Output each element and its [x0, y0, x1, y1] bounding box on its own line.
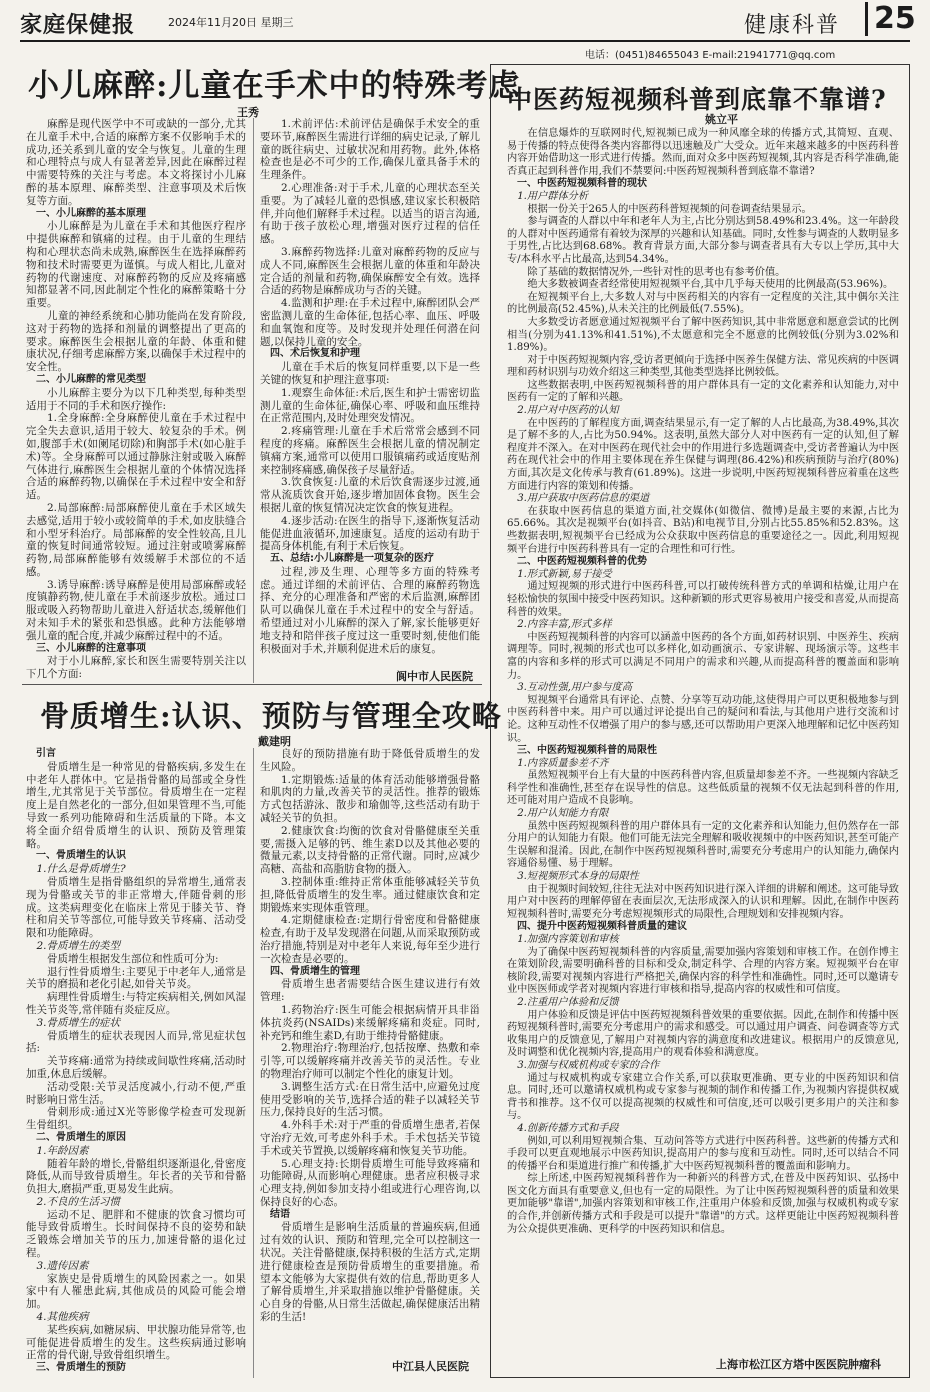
subheading: 3.遗传因素	[36, 1259, 89, 1272]
article-1-source: 阆中市人民医院	[396, 670, 473, 683]
paragraph: 小儿麻醉主要分为以下几种类型,每种类型适用于不同的手术和医疗操作:	[26, 386, 246, 412]
paragraph: 骨质增生是影响生活质量的普遍疾病,但通过有效的认识、预防和管理,完全可以控制这一状况。关注骨骼健康,保持积极的生活方式,定期进行健康检查是预防骨质增生的重要措施。希望本文能够为大家提供有效的信息,帮助更多人了解骨质增生,并采取措施以维护骨骼健康。关心自身的骨骼,从日常生活做起,确保健康活出精彩的生活!	[260, 1221, 480, 1324]
paragraph: 例如,可以利用短视频合集、互动问答等方式进行中医药科普。这些新的传播方式和手段可以更直观地展示中医药知识,提高用户的参与度和互动性。同时,还可以结合不同的传播平台和渠道进行推广和传播,扩大中医药短视频科普的覆盖面和影响力。	[507, 1135, 899, 1172]
paragraph: 除了基础的数据情况外,一些针对性的思考也有参考价值。	[527, 266, 786, 278]
section-heading: 四、骨质增生的管理	[270, 965, 360, 977]
paragraph: 3.麻醉药物选择:儿童对麻醉药物的反应与成人不同,麻醉医生会根据儿童的体重和年龄决定合适的剂量和药物,确保麻醉安全有效。选择合适的药物是麻醉成功与否的关键。	[260, 245, 480, 297]
masthead	[0, 0, 930, 44]
paragraph: 虽然短视频平台上有大量的中医药科普内容,但质量却参差不齐。一些视频内容缺乏科学性和准确性,甚至存在误导性的信息。这些低质量的视频不仅无法起到科普的作用,还可能对用户造成不良影响。	[507, 770, 899, 807]
subheading: 2.骨质增生的类型	[36, 939, 121, 952]
section-heading: 三、骨质增生的预防	[36, 1362, 126, 1374]
paragraph: 通过与权威机构或专家建立合作关系,可以获取更准确、更专业的中医药知识和信息。同时,还可以邀请权威机构或专家参与视频的制作和传播工作,为视频内容提供权威背书和推荐。这不仅可以提高视频的权威性和可信度,还可以吸引更多用户的关注和参与。	[507, 1072, 899, 1122]
subheading: 1.形式新颖,易于接受	[517, 568, 612, 580]
paragraph: 在中医药的了解程度方面,调查结果显示,有一定了解的人占比最高,为38.49%,其次是了解不多的人,占比为50.94%。这表明,虽然大部分人对中医药有一定的认知,但了解程度并不深入。在对中医药在现代社会中的作用进行多选题调查中,受访者普遍认为中医药在现代社会中的作用主要体现在养生保健与调理(86.42%)和疾病预防与治疗(80%)方面,其次是文化传承与教育(61.89%)。这进一步说明,中医药短视频科普应着重在这些方面进行内容的策划和传播。	[507, 417, 899, 492]
paragraph: 骨质增生是一种常见的骨骼疾病,多发生在中老年人群体中。它是指骨骼的局部或全身性增生,尤其常见于关节部位。骨质增生在一定程度上是自然老化的一部分,但如果管理不当,可能导致一系列功能障碍和生活质量的下降。本文将全面介绍骨质增生的认识、预防及管理策略。	[26, 760, 246, 850]
section-heading: 五、总结:小儿麻醉是一项复杂的医疗	[270, 553, 434, 565]
paragraph: 中医药短视频科普的内容可以涵盖中医药的各个方面,如药材识别、中医养生、疾病调理等。同时,视频的形式也可以多样化,如动画演示、专家讲解、现场演示等。这些丰富的内容和多样的形式可以满足不同用户的需求和兴趣,从而提高科普的覆盖面和影响力。	[507, 631, 899, 681]
paragraph: 良好的预防措施有助于降低骨质增生的发生风险。	[260, 748, 480, 773]
article-1-column-2	[260, 118, 480, 666]
article-2-column-2	[260, 748, 480, 1352]
paragraph: 骨质增生患者需要结合医生建议进行有效管理:	[260, 978, 480, 1004]
article-2-author: 戴建明	[258, 735, 291, 748]
subheading: 2.注重用户体验和反馈	[517, 996, 619, 1008]
paragraph: 对于小儿麻醉,家长和医生需要特别关注以下几个方面:	[26, 655, 246, 681]
paragraph: 麻醉是现代医学中不可或缺的一部分,尤其在儿童手术中,合适的麻醉方案不仅影响手术的成功,还关系到儿童的安全与恢复。儿童的生理和心理特点与成人有显著差异,因此在麻醉过程中需要特殊的关注与考虑。本文将探讨小儿麻醉的基本原理、麻醉类型、注意事项及术后恢复等方面。	[26, 118, 246, 207]
paragraph: 3.调整生活方式:在日常生活中,应避免过度使用受影响的关节,选择合适的鞋子以减轻关节压力,保持良好的生活习惯。	[260, 1080, 480, 1119]
paragraph: 大多数受访者愿意通过短视频平台了解中医药知识,其中非常愿意和愿意尝试的比例相当(分别为41.13%和41.51%),不太愿意和完全不愿意的比例较低(分别为3.02%和1.89%)。	[507, 316, 899, 354]
paragraph: 这些数据表明,中医药短视频科普的用户群体具有一定的文化素养和认知能力,对中医药有一定的了解和兴趣。	[507, 379, 899, 404]
paper-name: 家庭保健报	[20, 13, 136, 38]
subheading: 3.短视频形式本身的局限性	[517, 871, 639, 883]
article-1-column-1	[26, 118, 246, 681]
section-heading: 一、骨质增生的认识	[36, 850, 126, 862]
paragraph: 退行性骨质增生:主要见于中老年人,通常是关节的磨损和老化引起,如骨关节炎。	[26, 965, 246, 991]
paragraph: 综上所述,中医药短视频科普作为一种新兴的科普方式,在普及中医药知识、弘扬中医文化方面具有重要意义,但也有一定的局限性。为了让中医药短视频科普的质量和效果更加能够"靠谱",加强内容策划和审核工作,注重用户体验和反馈,加强与权威机构或专家的合作,并创新传播方式和手段是可以提升"靠谱"的方式。这样更能让中医药短视频科普为公众提供更准确、更科学的中医药知识和信息。	[507, 1173, 899, 1235]
article-2-title: 骨质增生:认识、预防与管理全攻略	[40, 699, 502, 733]
paragraph: 1.术前评估:术前评估是确保手术安全的重要环节,麻醉医生需进行详细的病史记录,了解儿童的既往病史、过敏状况和用药物。此外,体格检查也是必不可少的工作,确保儿童具备手术的生理条件。	[260, 118, 480, 182]
article-2-source: 中江县人民医院	[392, 1360, 469, 1373]
subheading: 3.互动性强,用户参与度高	[517, 682, 633, 694]
article-3-source: 上海市松江区方塔中医医院肿瘤科	[716, 1358, 881, 1371]
subheading: 1.什么是骨质增生?	[36, 863, 126, 876]
paragraph: 家族史是骨质增生的风险因素之一。如果家中有人罹患此病,其他成员的风险可能会增加。	[26, 1272, 246, 1311]
section-name: 健康科普	[744, 13, 841, 38]
subheading: 3.骨质增生的症状	[36, 1016, 121, 1029]
subheading: 4.创新传播方式和手段	[517, 1122, 619, 1134]
paragraph: 3.诱导麻醉:诱导麻醉是使用局部麻醉或轻度镇静药物,使儿童在手术前逐步放松。通过口服或吸入药物帮助儿童进入舒适状态,缓解他们对未知手术的紧张和恐惧感。此种方法能够增强儿童的配合度,并减少麻醉过程中的不适。	[26, 578, 246, 642]
paragraph: 小儿麻醉是为儿童在手术和其他医疗程序中提供麻醉和镇痛的过程。由于儿童的生理结构和心理状态尚未成熟,麻醉医生在选择麻醉药物和技术时需要更为谨慎。与成人相比,儿童对药物的代谢速度、对麻醉药物的反应及疼痛感知都显著不同,因此制定个性化的麻醉策略十分重要。	[26, 220, 246, 310]
section-heading: 二、小儿麻醉的常见类型	[36, 373, 146, 385]
article-3-author: 姚立平	[705, 113, 738, 126]
column-divider	[253, 748, 254, 1378]
issue-date: 2024年11月20日 星期三	[168, 16, 294, 29]
section-heading: 一、小儿麻醉的基本原理	[36, 207, 146, 219]
paragraph: 关节疼痛:通常为持续或间歇性疼痛,活动时加重,休息后缓解。	[26, 1055, 246, 1080]
paragraph: 对于中医药短视频内容,受访者更倾向于选择中医养生保健方法、常见疾病的中医调理和药材识别与功效介绍这三种类型,其他类型选择比例较低。	[507, 354, 899, 379]
paragraph: 在信息爆炸的互联网时代,短视频已成为一种风靡全球的传播方式,其简短、直观、易于传播的特点使得各类内容都得以迅速触及广大受众。近年来越来越多的中医药科普内容开始借助这一形式进行传播。然而,面对众多中医药短视频,其内容是否科学准确,能否真正起到科普作用,我们不禁要问:中医药短视频科普到底靠不靠谱?	[507, 128, 899, 177]
page-number: 25	[865, 2, 916, 36]
column-divider	[253, 118, 254, 683]
paragraph: 随着年龄的增长,骨骼组织逐渐退化,骨密度降低,从而导致骨质增生。年长者的关节和骨骼负担大,磨损严重,更易发生此病。	[26, 1157, 246, 1196]
article-2-column-1	[26, 748, 246, 1374]
paragraph: 由于视频时间较短,往往无法对中医药知识进行深入详细的讲解和阐述。这可能导致用户对中医药的理解停留在表面层次,无法形成深入的认识和理解。因此,在制作中医药短视频科普时,需要充分考虑短视频形式的局限性,合理规划和安排视频内容。	[507, 883, 899, 920]
paragraph: 活动受限:关节灵活度减小,行动不便,严重时影响日常生活。	[26, 1080, 246, 1106]
paragraph: 5.心理支持:长期骨质增生可能导致疼痛和功能障碍,从而影响心理健康。患者应积极寻求心理支持,例如参加支持小组或进行心理咨询,以保持良好的心态。	[260, 1157, 480, 1208]
paragraph: 某些疾病,如糖尿病、甲状腺功能异常等,也可能促进骨质增生的发生。这些疾病通过影响正常的骨代谢,导致骨组织增生。	[26, 1323, 246, 1362]
paragraph: 4.外科手术:对于严重的骨质增生患者,若保守治疗无效,可考虑外科手术。手术包括关节镜手术或关节置换,以缓解疼痛和恢复关节功能。	[260, 1119, 480, 1157]
subheading: 3.用户获取中医药信息的渠道	[517, 493, 650, 505]
paragraph: 2.物理治疗:物理治疗,包括按摩、热敷和牵引等,可以缓解疼痛并改善关节的灵活性。专业的物理治疗师可以制定个性化的康复计划。	[260, 1042, 480, 1080]
paragraph: 1.观察生命体征:术后,医生和护士需密切监测儿童的生命体征,确保心率、呼吸和血压维持在正常范围内,及时处理突发情况。	[260, 386, 480, 425]
section-heading: 一、中医药短视频科普的现状	[517, 178, 647, 190]
section-heading: 结语	[270, 1208, 290, 1220]
subheading: 1.用户群体分析	[517, 190, 589, 202]
section-heading: 三、中医药短视频科普的局限性	[517, 745, 657, 757]
contact-info: 电话：(0451)84655043 E-mail:21941771@qq.com	[585, 50, 836, 61]
paragraph: 病理性骨质增生:与特定疾病相关,例如风湿性关节炎等,常伴随有炎症反应。	[26, 991, 246, 1016]
paragraph: 通过短视频的形式进行中医药科普,可以打破传统科普方式的单调和枯燥,让用户在轻松愉快的氛围中接受中医药知识。这种新颖的形式更容易被用户接受和喜爱,从而提高科普的效果。	[507, 581, 899, 618]
paragraph: 骨质增生的症状表现因人而异,常见症状包括:	[26, 1029, 246, 1055]
paragraph: 过程,涉及生理、心理等多方面的特殊考虑。通过详细的术前评估、合理的麻醉药物选择、充分的心理准备和严密的术后监测,麻醉团队可以确保儿童在手术过程中的安全与舒适。希望通过对小儿麻醉的深入了解,家长能够更好地支持和陪伴孩子度过这一重要时刻,使他们能积极面对手术,并顺利促进术后的康复。	[260, 565, 480, 655]
subheading: 4.其他疾病	[36, 1311, 89, 1324]
paragraph: 2.疼痛管理:儿童在手术后常常会感到不同程度的疼痛。麻醉医生会根据儿童的情况制定镇痛方案,通常可以使用口服镇痛药或适度贴剂来控制疼痛感,确保孩子尽量舒适。	[260, 425, 480, 476]
section-heading: 引言	[36, 748, 56, 759]
subheading: 1.加强内容策划和审核	[517, 934, 619, 945]
section-heading: 二、骨质增生的原因	[36, 1131, 126, 1143]
paragraph: 2.健康饮食:均衡的饮食对骨骼健康至关重要,需摄入足够的钙、维生素D以及其他必要的微量元素,以支持骨骼的正常代谢。同时,应减少高糖、高盐和高脂肪食物的摄入。	[260, 824, 480, 876]
paragraph: 参与调查的人群以中年和老年人为主,占比分别达到58.49%和23.4%。这一年龄段的人群对中医药通常有着较为深厚的兴趣和认知基础。同时,女性参与调查的人数明显多于男性,占比达到68.68%。教育背景方面,大部分参与调查者具有大专以上学历,其中大专/本科水平占比最高,达到54.34%。	[507, 216, 899, 265]
subheading: 2.用户对中医药的认知	[517, 405, 619, 417]
paragraph: 4.定期健康检查:定期行骨密度和骨骼健康检查,有助于及早发现潜在问题,从而采取预防或治疗措施,特别是对中老年人来说,每年至少进行一次检查是必要的。	[260, 914, 480, 965]
paragraph: 1.全身麻醉:全身麻醉使儿童在手术过程中完全失去意识,适用于较大、较复杂的手术。例如,腹部手术(如阑尾切除)和胸部手术(如心脏手术)等。全身麻醉可以通过静脉注射或吸入麻醉气体进行,麻醉医生会根据儿童的个体情况选择合适的麻醉药物,以确保在手术过程中安全和舒适。	[26, 412, 246, 502]
subheading: 3.加强与权威机构或专家的合作	[517, 1059, 660, 1071]
paragraph: 用户体验和反馈是评估中医药短视频科普效果的重要依据。因此,在制作和传播中医药短视频科普时,需要充分考虑用户的需求和感受。可以通过用户调查、问卷调查等方式收集用户的反馈意见,了解用户对视频内容的满意度和改进建议。根据用户的反馈意见,及时调整和优化视频内容,提高用户的观看体验和满意度。	[507, 1009, 899, 1059]
article-3-title: 中医药短视频科普到底靠不靠谱?	[507, 85, 887, 114]
paragraph: 儿童在手术后的恢复同样重要,以下是一些关键的恢复和护理注意事项:	[260, 361, 480, 386]
article-3-body	[507, 128, 899, 1351]
paragraph: 在获取中医药信息的渠道方面,社交媒体(如微信、微博)是最主要的来源,占比为65.66%。其次是视频平台(如抖音、B站)和电视节目,分别占比55.85%和52.83%。这些数据表明,短视频平台已经成为公众获取中医药信息的重要途径之一。因此,利用短视频平台进行中医药科普具有一定的合理性和可行性。	[507, 505, 899, 555]
paragraph: 为了确保中医药短视频科普的内容质量,需要加强内容策划和审核工作。在创作博主在策划阶段,需要明确科普的目标和受众,制定科学、合理的内容方案。短视频平台在审核阶段,需要对视频内容进行严格把关,确保内容的科学性和准确性。同时,还可以邀请专业中医医师或学者对视频内容进行审核和指导,提高内容的权威性和可信度。	[507, 946, 899, 996]
article-divider	[22, 684, 482, 685]
paragraph: 3.控制体重:维持正常体重能够减轻关节负担,降低骨质增生的发生率。通过健康饮食和定期锻炼来实现体重管理。	[260, 875, 480, 914]
article-1-title: 小儿麻醉:儿童在手术中的特殊考虑	[28, 68, 521, 104]
paragraph: 骨质增生是指骨骼组织的异常增生,通常表现为骨骼或关节的非正常增大,伴随骨刺的形成。这类病理变化在临床上常见于膝关节、脊柱和肩关节等部位,可能导致关节疼痛、活动受限和功能障碍。	[26, 875, 246, 940]
subheading: 1.年龄因素	[36, 1144, 89, 1157]
paragraph: 骨质增生根据发生部位和性质可分为:	[47, 952, 219, 965]
paragraph: 2.心理准备:对于手术,儿童的心理状态至关重要。为了减轻儿童的恐惧感,建议家长积极陪伴,并向他们解释手术过程。以适当的语言沟通,有助于孩子放松心理,增强对医疗过程的信任感。	[260, 181, 480, 246]
paragraph: 绝大多数被调查者经常使用短视频平台,其中几乎每天使用的比例最高(53.96%)。	[527, 279, 894, 291]
masthead-rule	[20, 40, 910, 42]
subheading: 2.用户认知能力有限	[517, 808, 609, 820]
paragraph: 4.监测和护理:在手术过程中,麻醉团队会严密监测儿童的生命体征,包括心率、血压、呼吸和血氧饱和度等。及时发现并处理任何潜在问题,以保持儿童的安全。	[260, 297, 480, 348]
paragraph: 骨刺形成:通过X光等影像学检查可发现新生骨组织。	[26, 1106, 246, 1132]
paragraph: 根据一份关于265人的中医药科普短视频的问卷调查结果显示。	[527, 203, 812, 215]
subheading: 2.不良的生活习惯	[36, 1195, 121, 1208]
section-heading: 二、中医药短视频科普的优势	[517, 556, 647, 568]
paragraph: 4.逐步活动:在医生的指导下,逐渐恢复活动能促进血液循环,加速康复。适度的运动有助于提高身体机能,有利于术后恢复。	[260, 514, 480, 553]
paragraph: 3.饮食恢复:儿童的术后饮食需逐步过渡,通常从流质饮食开始,逐步增加固体食物。医生会根据儿童的恢复情况决定饮食的恢复进程。	[260, 476, 480, 514]
paragraph: 2.局部麻醉:局部麻醉使儿童在手术区域失去感觉,适用于较小或较简单的手术,如皮肤缝合和小型牙科治疗。局部麻醉的安全性较高,且儿童的恢复时间通常较短。通过注射或喷雾麻醉药物,局部麻醉能够有效缓解手术部位的不适感。	[26, 501, 246, 578]
paragraph: 短视频平台通常具有评论、点赞、分享等互动功能,这使得用户可以更积极地参与到中医药科普中来。用户可以通过评论提出自己的疑问和看法,与其他用户进行交流和讨论。这种互动性不仅增强了用户的参与感,还可以帮助用户更深入地理解和记忆中医药知识。	[507, 694, 899, 744]
section-heading: 四、提升中医药短视频科普质量的建议	[517, 921, 687, 933]
paragraph: 1.药物治疗:医生可能会根据病情开具非甾体抗炎药(NSAIDs)来缓解疼痛和炎症。同时,补充钙和维生素D,有助于维持骨骼健康。	[260, 1003, 480, 1042]
subheading: 2.内容丰富,形式多样	[517, 619, 612, 631]
paragraph: 运动不足、肥胖和不健康的饮食习惯均可能导致骨质增生。长时间保持不良的姿势和缺乏锻炼会增加关节的压力,加速骨骼的退化过程。	[26, 1208, 246, 1260]
section-heading: 四、术后恢复和护理	[270, 348, 360, 360]
section-heading: 三、小儿麻醉的注意事项	[36, 642, 146, 654]
paragraph: 虽然中医药短视频科普的用户群体具有一定的文化素养和认知能力,但仍然存在一部分用户的认知能力有限。他们可能无法完全理解和吸收视频中的中医药知识,甚至可能产生误解和混淆。因此,在制作中医药短视频科普时,需要充分考虑用户的认知能力,确保内容通俗易懂、易于理解。	[507, 820, 899, 870]
paragraph: 在短视频平台上,大多数人对与中医药相关的内容有一定程度的关注,其中偶尔关注的比例最高(52.45%),从未关注的比例最低(7.55%)。	[507, 291, 899, 316]
paragraph: 1.定期锻炼:适量的体育活动能够增强骨骼和肌肉的力量,改善关节的灵活性。推荐的锻炼方式包括游泳、散步和瑜伽等,这些活动有助于减轻关节的负担。	[260, 773, 480, 824]
article-1-author: 王秀	[237, 106, 259, 119]
subheading: 1.内容质量参差不齐	[517, 757, 609, 769]
paragraph: 儿童的神经系统和心肺功能尚在发育阶段,这对于药物的选择和剂量的调整提出了更高的要求。麻醉医生会根据儿童的年龄、体重和健康状况,仔细考虑麻醉方案,以确保手术过程中的安全性。	[26, 309, 246, 374]
